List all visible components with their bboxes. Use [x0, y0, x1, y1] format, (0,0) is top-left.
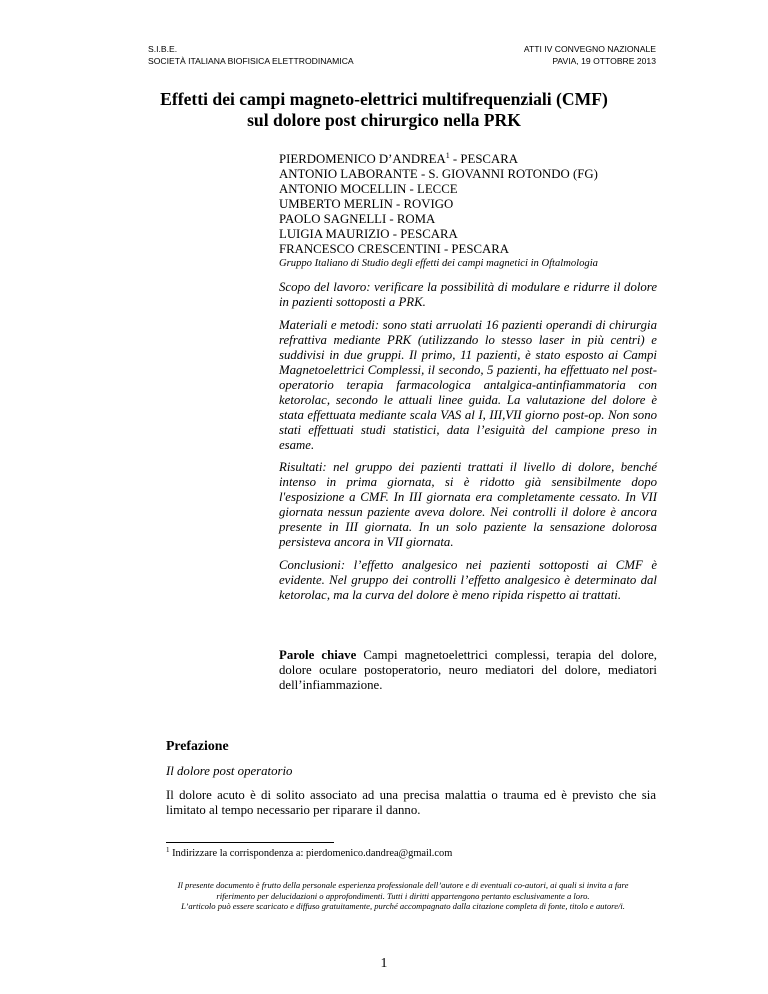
author-5: PAOLO SAGNELLI - ROMA — [279, 212, 436, 226]
author-3: ANTONIO MOCELLIN - LECCE — [279, 182, 458, 196]
author-4: UMBERTO MERLIN - ROVIGO — [279, 197, 454, 211]
footnote-marker: 1 — [445, 151, 450, 160]
header-conference: ATTI IV CONVEGNO NAZIONALE — [523, 44, 656, 54]
author-2: ANTONIO LABORANTE - S. GIOVANNI ROTONDO (FG) — [279, 167, 598, 181]
subsection-heading: Il dolore post operatorio — [166, 764, 293, 778]
author-1 — [279, 152, 598, 167]
footnote — [166, 848, 452, 860]
keywords — [279, 648, 657, 693]
page-number: 1 — [380, 955, 388, 970]
author-6: LUIGIA MAURIZIO - PESCARA — [279, 227, 458, 241]
author-7: FRANCESCO CRESCENTINI - PESCARA — [279, 242, 510, 256]
disclaimer-line-2: riferimento per delucidazioni o approfondimenti. Tutti i diritti appartengono pertanto esclusivamente a loro. — [216, 890, 590, 901]
paper-title-line-1: Effetti dei campi magneto-elettrici multifrequenziali (CMF) — [160, 89, 608, 109]
footnote-divider — [166, 842, 334, 843]
author-1-city: - PESCARA — [449, 152, 518, 166]
abstract-conclusioni: Conclusioni: l’effetto analgesico nei pazienti sottoposti ai CMF è evidente. Nel gruppo dei controlli l’effetto analgesico è determinato dal ketorolac, ma la curva del dolore è meno ripida rispetto ai trattati. — [279, 557, 657, 602]
footnote-text: Indirizzare la corrispondenza a: pierdomenico.dandrea@gmail.com — [169, 848, 453, 859]
abstract-materiali: Materiali e metodi: sono stati arruolati 16 pazienti operandi di chirurgia refrattiva mediante PRK (utilizzando lo stesso laser in più centri) e suddivisi in due gruppi. Il primo, 11 pazienti, è stato esposto ai Campi Magnetoelettrici Complessi, il secondo, 5 pazienti, ha effettuato nel post-operatorio terapia farmacologica antalgica-antinfiammatoria con ketorolac, secondo le attuali linee guida. La valutazione del dolore è stata effettuata mediante scala VAS al I, III,VII giorno post-op. Non sono stati effettuati studi statistici, data l’esiguità del campione preso in esame. — [279, 317, 657, 452]
header-society-acronym: S.I.B.E. — [148, 44, 178, 54]
keywords-label: Parole chiave — [279, 648, 357, 662]
paper-title-line-2: sul dolore post chirurgico nella PRK — [247, 110, 521, 130]
study-group: Gruppo Italiano di Studio degli effetti dei campi magnetici in Oftalmologia — [279, 258, 598, 269]
paper-title — [0, 89, 768, 131]
header-society-name: SOCIETÀ ITALIANA BIOFISICA ELETTRODINAMICA — [148, 55, 354, 66]
body-paragraph: Il dolore acuto è di solito associato ad una precisa malattia o trauma ed è previsto che sia limitato al tempo necessario per riparare il danno. — [166, 788, 656, 817]
disclaimer — [148, 880, 658, 912]
author-1-name: PIERDOMENICO D’ANDREA — [279, 152, 446, 166]
header-right — [524, 44, 656, 67]
abstract-risultati: Risultati: nel gruppo dei pazienti trattati il livello di dolore, benché intenso in prima giornata, si è ridotto già sensibilmente dopo l'esposizione a CMF. In III giornata era completamente cessato. In VII giornata nessun paziente aveva dolore. Nei controlli il dolore è ancora presente in III giornata. In un solo paziente la sensazione dolorosa persisteva ancora in VII giornata. — [279, 460, 657, 549]
disclaimer-line-1: Il presente documento è frutto della personale esperienza professionale dell’autore e di eventuali co-autori, ai quali si invita a fare — [177, 880, 629, 890]
header-left — [148, 44, 354, 67]
section-heading-prefazione: Prefazione — [166, 738, 229, 753]
disclaimer-line-3: L’articolo può essere scaricato e diffuso gratuitamente, purché accompagnato dalla citazione completa di fonte, titolo e autore/i. — [181, 901, 625, 911]
keywords-text: Campi magnetoelettrici complessi, terapia del dolore, dolore oculare postoperatorio, neuro mediatori del dolore, mediatori dell’infiammazione. — [279, 648, 657, 692]
header-location-date: PAVIA, 19 OTTOBRE 2013 — [552, 55, 656, 66]
footnote-number: 1 — [166, 846, 170, 854]
abstract-scopo: Scopo del lavoro: verificare la possibilità di modulare e ridurre il dolore in pazienti sottoposti a PRK. — [279, 280, 657, 309]
abstract — [279, 280, 657, 610]
author-list — [279, 152, 598, 271]
